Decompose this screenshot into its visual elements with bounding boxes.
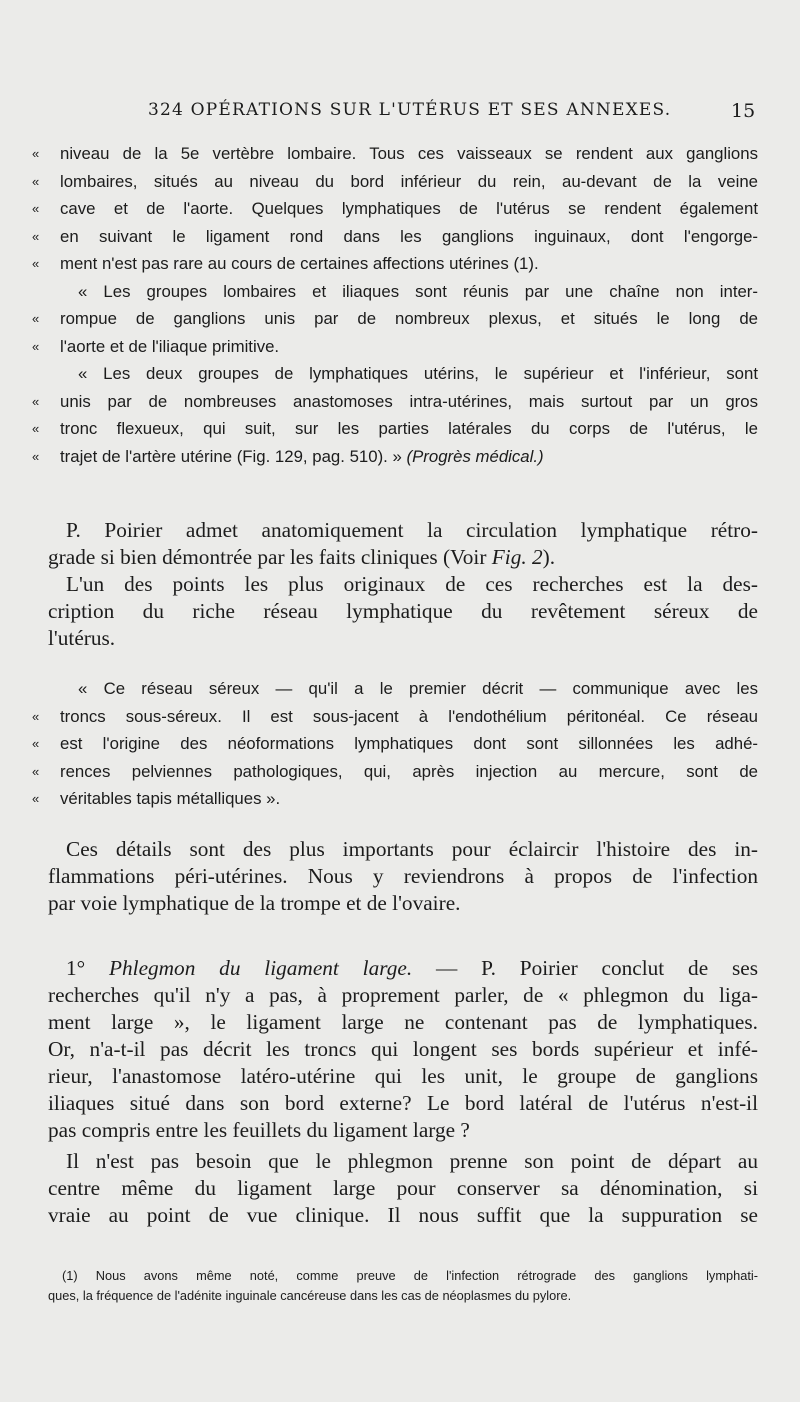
figure-reference: Fig. 2 [491,545,543,569]
body-line: recherches qu'il n'y a pas, à proprement parler, de « phlegmon du liga- [48,983,758,1007]
quote-line: « en suivant le ligament rond dans les ganglions inguinaux, dont l'engorge- [48,223,758,251]
quote-mark: « [32,201,40,216]
body-line: vraie au point de vue clinique. Il nous suffit que la suppuration se [48,1203,758,1227]
quote-mark: « [32,228,40,244]
body-line: grade si bien démontrée par les faits cliniques (Voir Fig. 2). [48,545,556,569]
quote-mark: « [32,256,40,271]
quote-source: (Progrès médical.) [406,446,544,466]
body-line: P. Poirier admet anatomiquement la circulation lymphatique rétro- [66,518,758,542]
footnote-line: (1) Nous avons même noté, comme preuve de l'infection rétrograde des ganglions lymphati- [62,1268,758,1283]
quote-mark: « [32,173,40,189]
quote-mark: « [32,421,40,436]
paragraph-details [48,836,758,917]
quote-line: « Les groupes lombaires et iliaques sont réunis par une chaîne non inter- [78,281,758,301]
body-line: par voie lymphatique de la trompe et de l'ovaire. [48,891,461,915]
paragraph-reseau [48,571,758,652]
paragraph-poirier [48,517,758,571]
quote-mark: « [32,736,40,751]
section-heading-line: 1° Phlegmon du ligament large. — P. Poirier conclut de ses [66,956,759,980]
body-line: Il n'est pas besoin que le phlegmon prenne son point de départ au [66,1149,758,1173]
body-line: iliaques situé dans son bord externe? Le bord latéral de l'utérus n'est-il [48,1091,758,1115]
quote-mark: « [32,146,40,161]
section-number: 1° [66,956,86,980]
body-line: centre même du ligament large pour conserver sa dénomination, si [48,1176,758,1200]
body-line: flammations péri-utérines. Nous y reviendrons à propos de l'infection [48,864,758,888]
page-number: 15 [731,100,756,122]
body-line: Or, n'a-t-il pas décrit les troncs qui longent ses bords supérieur et infé- [48,1037,758,1061]
quote-line: « rences pelviennes pathologiques, qui, après injection au mercure, sont de [48,758,758,786]
quote-mark: « [32,791,40,806]
section-phlegmon [48,955,758,1144]
quote-line: « Ce réseau séreux — qu'il a le premier décrit — communique avec les [78,679,758,698]
quote-line: « trajet de l'artère utérine (Fig. 129, pag. 510). » (Progrès médical.) [48,443,758,471]
quote-line: « unis par de nombreuses anastomoses intra-utérines, mais surtout par un gros [48,388,758,416]
body-line: ment large », le ligament large ne contenant pas de lymphatiques. [48,1010,758,1034]
quote-reseau-sereux [32,675,758,813]
quote-line: « cave et de l'aorte. Quelques lymphatiques de l'utérus se rendent également [48,195,758,223]
quote-line: « niveau de la 5e vertèbre lombaire. Tous ces vaisseaux se rendent aux ganglions [48,140,758,168]
quote-line: « véritables tapis métalliques ». [48,785,758,813]
body-line: pas compris entre les feuillets du ligament large ? [48,1118,470,1142]
body-line: Ces détails sont des plus importants pour éclaircir l'histoire des in- [66,837,758,861]
body-line: l'utérus. [48,626,116,650]
quote-line: « ment n'est pas rare au cours de certaines affections utérines (1). [48,250,758,278]
quote-lymphatics [32,140,758,470]
section-title: Phlegmon du ligament large. [109,956,413,980]
quote-mark: « [32,311,40,326]
quote-mark: « [32,763,40,779]
quote-line: « tronc flexueux, qui suit, sur les parties latérales du corps de l'utérus, le [48,415,758,443]
body-line: L'un des points les plus originaux de ces recherches est la des- [66,572,758,596]
footnote-line: ques, la fréquence de l'adénite inguinale cancéreuse dans les cas de néoplasmes du pylore. [48,1288,572,1303]
quote-mark: « [32,448,40,464]
quote-line: « Les deux groupes de lymphatiques utérins, le supérieur et l'inférieur, sont [78,364,758,383]
body-line: cription du riche réseau lymphatique du revêtement séreux de [48,599,758,623]
quote-mark: « [32,338,40,354]
footnote [48,1266,758,1306]
paragraph-besoin [48,1148,758,1229]
body-line: rieur, l'anastomose latéro-utérine qui les unit, le groupe de ganglions [48,1064,758,1088]
quote-line: « l'aorte et de l'iliaque primitive. [48,333,758,361]
quote-mark: « [32,708,40,724]
quote-line: « est l'origine des néoformations lymphatiques dont sont sillonnées les adhé- [48,730,758,758]
quote-line: « lombaires, situés au niveau du bord inférieur du rein, au-devant de la veine [48,168,758,196]
quote-mark: « [32,393,40,409]
running-header: 324 OPÉRATIONS SUR L'UTÉRUS ET SES ANNEXES. [148,100,672,120]
quote-line: « rompue de ganglions unis par de nombreux plexus, et situés le long de [48,305,758,333]
quote-line: « troncs sous-séreux. Il est sous-jacent à l'endothélium péritonéal. Ce réseau [48,703,758,731]
